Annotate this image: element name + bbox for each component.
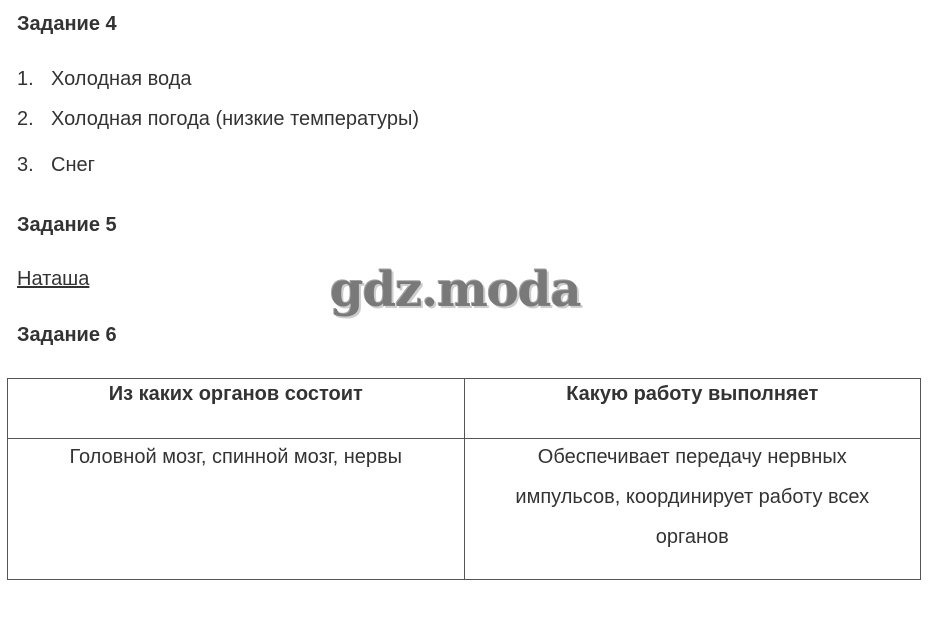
watermark-logo: gdz.moda — [330, 262, 581, 318]
organs-table — [7, 378, 921, 580]
table-cell-function — [464, 439, 921, 580]
list-item — [17, 68, 191, 91]
task5-answer: Наташа — [17, 268, 90, 290]
table-cell-organs — [8, 439, 465, 580]
task6-heading: Задание 6 — [17, 324, 117, 346]
table-header-row — [8, 379, 921, 439]
list-item-text: Холодная погода (низкие температуры) — [51, 108, 419, 130]
table-header-function: Какую работу выполняет — [464, 379, 921, 439]
list-item-number: 1. — [17, 68, 34, 90]
list-item — [17, 108, 419, 131]
task5-heading: Задание 5 — [17, 214, 117, 236]
list-item-number: 2. — [17, 108, 34, 130]
list-item-text: Снег — [51, 154, 95, 176]
cell-text: Головной мозг, спинной мозг, нервы — [69, 446, 403, 468]
task4-heading: Задание 4 — [17, 13, 117, 35]
list-item — [17, 154, 95, 177]
cell-text: Обеспечивает передачу нервных импульсов, координирует работу всех органов — [515, 446, 870, 548]
table-header-organs: Из каких органов состоит — [8, 379, 465, 439]
list-item-number: 3. — [17, 154, 34, 176]
list-item-text: Холодная вода — [51, 68, 192, 90]
table-row — [8, 439, 921, 580]
